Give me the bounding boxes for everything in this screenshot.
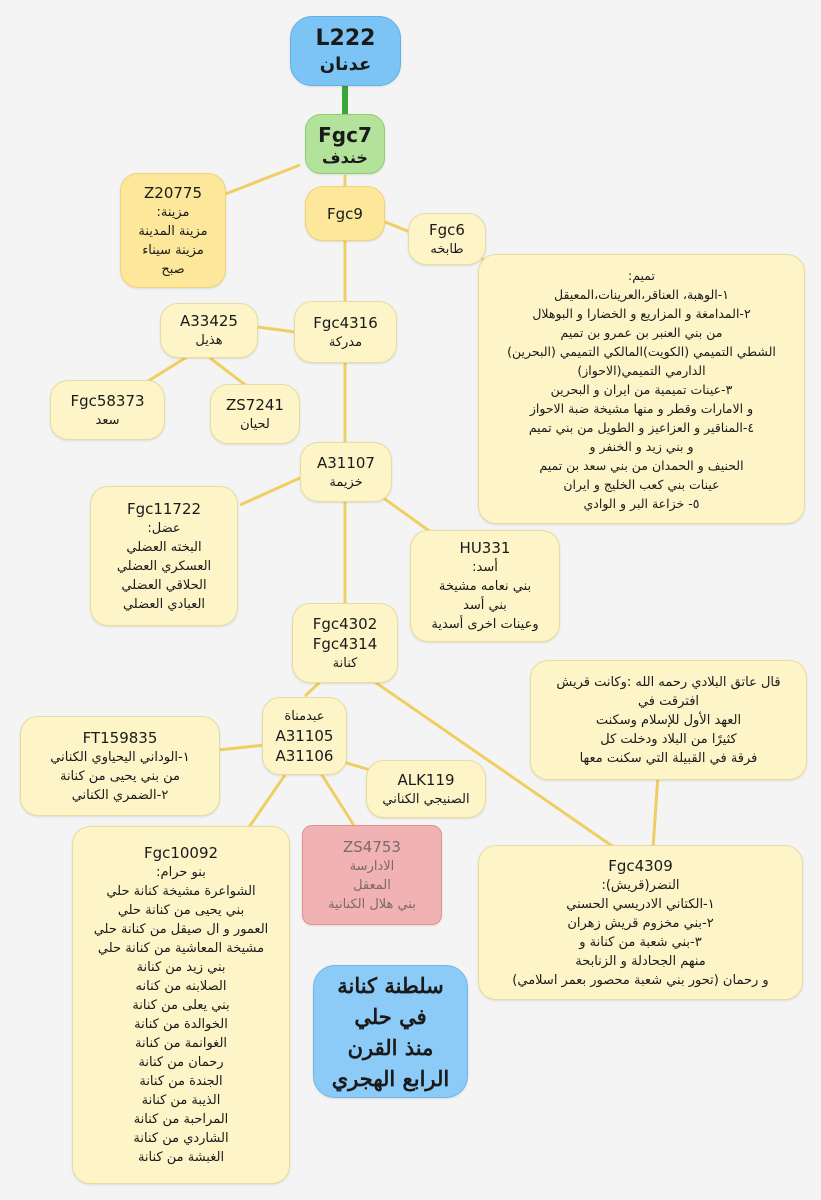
node-tamim-line: ٥- خزاعة البر و الوادي [583,495,700,511]
node-tamim-line: تميم: [627,267,655,283]
node-tamim-line: عينات بني كعب الخليج و ايران [563,476,720,492]
node-tamim-line: و بني زيد و الخنفر و [589,438,694,454]
node-hu331 [410,530,560,642]
title-line: في حلي [354,1003,427,1029]
edge-fgc9-fgc6 [385,222,410,232]
node-alk119 [366,760,486,818]
node-a33425 [160,303,258,358]
node-a33425-code: A33425 [180,312,238,330]
node-quote [530,660,807,780]
node-fgc10092-line: الشاردي من كنانة [133,1131,229,1146]
title-box-lines [332,970,449,1094]
edge-quote-fgc4309 [653,775,658,848]
node-fgc10092-line: الجندة من كنانة [139,1074,223,1089]
title-line: منذ القرن [347,1034,434,1060]
node-hu331-line: وعينات اخرى أسدية [431,617,539,632]
node-fgc9-code: Fgc9 [327,204,363,223]
node-quote-line: قال عاتق البلادي رحمه الله :وكانت قريش [556,674,781,690]
node-z20775-code: Z20775 [144,183,202,202]
node-tamim-line: ٣-عينات تميمية من ايران و البحرين [550,381,733,397]
node-tamim-line: الدارمي التميمي(الاحواز) [577,362,706,378]
node-quote-line: كثيرًا من البلاد ودخلت كل [600,731,737,747]
node-fgc10092-line: بنو حرام: [156,865,206,880]
node-a31107-code: A31107 [317,453,375,472]
title-line: الرابع الهجري [331,1065,450,1091]
node-fgc4302-code: Fgc4302 [312,614,378,633]
node-z20775-lines [138,203,207,279]
node-quote-lines [556,673,780,768]
node-fgc10092-lines [94,863,269,1167]
node-fgc4309-line: النضر(قريش): [601,877,680,893]
node-hu331-code: HU331 [459,539,511,557]
node-z20775-line: مزينة المدينة [138,223,208,239]
edge-a31107-fgc11722 [240,478,300,505]
edge-a31105-zs4753 [320,772,355,827]
node-a31105-code2: A31106 [275,746,334,765]
node-alk119-code: ALK119 [397,770,455,789]
node-alk119-name: الصنيجي الكناني [382,791,470,807]
node-fgc4309 [478,845,803,1000]
node-tamim-lines [507,266,776,513]
node-fgc10092-line: رحمان من كنانة [138,1055,224,1070]
edge-a31105-fgc10092 [245,775,285,833]
node-hu331-line: أسد: [472,560,498,575]
node-tamim-line: ٢-المدامغة و المزاريع و الخضارا و البوهلال [532,305,751,321]
node-tamim-line: ١-الوهبة، العناقر،العرينات،المعيقل [553,286,729,302]
edge-a33425-zs7241 [210,358,248,387]
node-l222-code: L222 [315,26,376,51]
node-tamim-line: من بني العنبر بن عمرو بن تميم [560,324,723,340]
node-zs7241-name: لحيان [240,416,270,432]
node-fgc10092-line: بني يعلى من كنانة [132,998,230,1013]
node-l222 [290,16,401,86]
node-tamim-line: الحنيف و الحمدان من بني سعد بن تميم [539,457,744,473]
node-l222-name: عدنان [319,54,372,75]
node-fgc4309-line: ١-الكتاني الادريسي الحسني [566,896,715,912]
node-fgc4309-code: Fgc4309 [608,856,673,875]
node-fgc7-code: Fgc7 [318,122,372,147]
node-fgc10092-line: الصلابنه من كنانه [135,979,227,994]
node-z20775-line: مزينة سيناء [142,242,204,258]
node-hu331-line: بني نعامه مشيخة [438,579,532,594]
node-fgc10092-line: الشواعرة مشيخة كنانة حلي [106,884,256,899]
node-zs4753-line: المعقل [353,877,391,893]
node-fgc11722-line: العبادي العضلي [122,596,206,612]
node-fgc4309-line: منهم الجحادلة و الزنابحة [575,953,706,969]
node-ft159835-line: ١-الوداني اليحياوي الكناني [50,749,190,765]
node-ft159835-line: من بني يحيى من كنانة [59,768,181,784]
edge-fgc4302-a31105 [305,682,320,696]
node-fgc10092-line: الخوالدة من كنانة [134,1017,228,1032]
node-zs7241-code: ZS7241 [226,395,284,414]
edge-a33425-fgc58373 [145,355,190,383]
node-fgc10092-line: الغبشة من كنانة [137,1150,225,1165]
node-zs4753 [302,825,442,925]
node-a31105-name: عبدمناة [284,708,325,724]
node-ft159835-line: ٢-الضمري الكناني [71,787,169,803]
node-fgc6 [408,213,486,265]
node-fgc58373 [50,380,165,440]
node-ft159835-code: FT159835 [82,728,158,747]
node-fgc58373-code: Fgc58373 [70,391,145,410]
node-fgc7 [305,114,385,174]
node-zs4753-lines [328,857,416,914]
node-zs4753-line: الادارسة [349,858,395,874]
node-fgc4309-lines [512,876,768,990]
title-line: سلطنة كنانة [337,972,444,998]
node-a31107 [300,442,392,502]
node-quote-line: العهد الأول للإسلام وسكنت [595,712,742,728]
node-zs4753-line: بني هلال الكنانية [328,896,416,912]
node-fgc10092-line: الذيبة من كنانة [141,1093,221,1108]
node-fgc4316-code: Fgc4316 [313,313,378,332]
node-fgc11722-line: الحلاقي العضلي [121,577,207,593]
node-fgc10092-line: بني يحيى من كنانة حلي [117,903,245,918]
node-fgc7-name: خندف [322,147,368,167]
node-fgc10092-line: العمور و ال صيقل من كنانة حلي [93,922,269,937]
node-fgc4302-name: كنانة [332,655,358,671]
node-zs7241 [210,384,300,444]
node-fgc4309-line: و رحمان (تحور بني شعبة محصور بعمر اسلامي) [512,972,769,988]
node-tamim [478,254,805,524]
node-a31107-name: خزيمة [329,474,363,490]
node-a31105 [262,697,347,775]
node-fgc6-code: Fgc6 [429,220,465,239]
node-fgc11722-line: عضل: [147,520,181,536]
node-fgc4316-name: مدركة [328,334,363,350]
node-fgc4309-line: ٢-بني مخزوم قريش زهران [567,915,714,931]
node-z20775 [120,173,226,288]
edge-a31105-ft159835 [218,745,265,750]
node-quote-line: فرقة في القبيلة التي سكنت معها [579,750,758,766]
node-z20775-line: مزينة: [156,204,190,220]
node-fgc9 [305,186,385,241]
node-fgc11722 [90,486,238,626]
node-fgc6-name: طابخه [430,241,464,257]
node-fgc58373-name: سعد [95,412,120,428]
node-fgc11722-code: Fgc11722 [126,499,202,518]
node-zs4753-code: ZS4753 [343,837,401,856]
node-hu331-lines [431,558,538,634]
node-fgc11722-line: العسكري العضلي [116,558,212,574]
node-ft159835-lines [50,748,189,805]
node-ft159835 [20,716,220,816]
node-quote-line: افترقت في [637,693,700,709]
node-z20775-line: صبح [161,261,185,277]
node-fgc4309-line: ٣-بني شعبة من كنانة و [579,934,702,950]
node-fgc4302 [292,603,398,683]
node-fgc10092-line: مشيخة المعاشية من كنانة حلي [97,941,265,956]
node-fgc10092-line: المراحبة من كنانة [133,1112,229,1127]
title-box [313,965,468,1098]
node-fgc4316 [294,301,397,363]
node-tamim-line: الشطي التميمي (الكويت)المالكي التميمي (البحرين) [507,343,776,359]
node-a33425-name: هذيل [195,333,223,348]
node-fgc10092-line: الغوانمة من كنانة [134,1036,228,1051]
node-fgc10092 [72,826,290,1184]
node-fgc10092-line: بني زيد من كنانة [136,960,226,975]
node-fgc11722-lines [117,519,211,614]
node-fgc10092-code: Fgc10092 [143,844,219,862]
node-tamim-line: و الامارات وقطر و منها مشيخة ضبة الاحواز [529,400,754,416]
node-tamim-line: ٤-المناقير و العزاعيز و الطويل من بني تميم [528,419,755,435]
edge-fgc4316-a33425 [258,327,295,332]
node-a31105-code: A31105 [275,726,334,745]
node-fgc11722-line: البخته العضلي [126,539,202,555]
node-fgc4302-code2: Fgc4314 [312,634,378,653]
node-hu331-line: بني أسد [463,598,507,613]
